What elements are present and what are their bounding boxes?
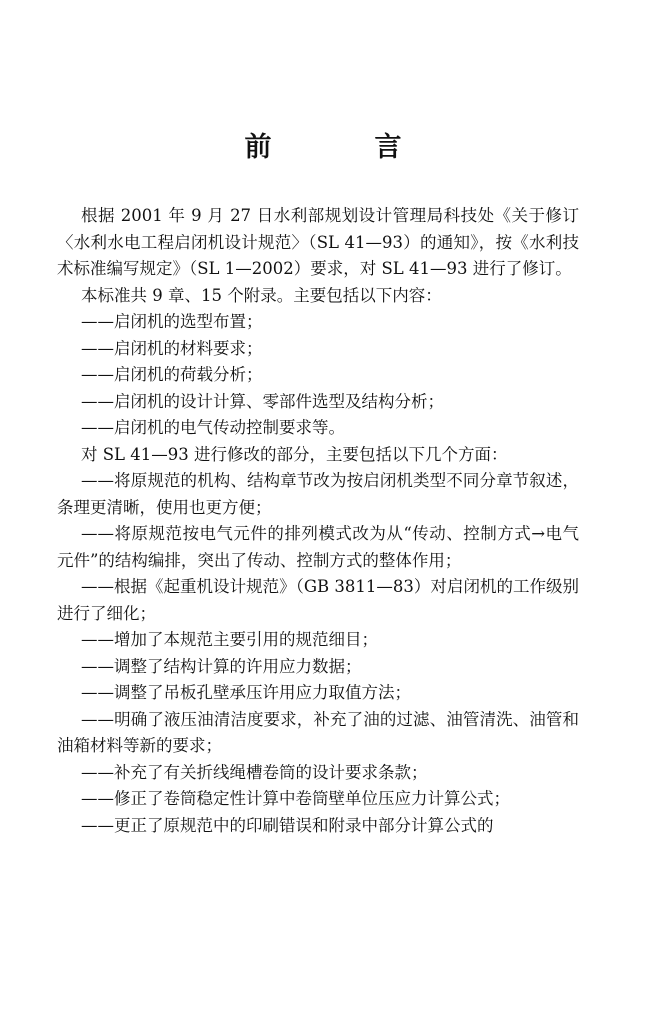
list-item: ——启闭机的电气传动控制要求等。 — [81, 418, 345, 437]
list-item: ——根据《起重机设计规范》（GB 3811—83）对启闭机的工作级别进行了细化； — [57, 577, 579, 623]
list-item: ——补充了有关折线绳槽卷筒的设计要求条款； — [81, 762, 428, 782]
paragraph-intro: 根据 2001 年 9 月 27 日水利部规划设计管理局科技处《关于修订〈水利水电工程启闭机设计规范〉（SL 41—93）的通知》，按《水利技术标准编写规定》（SL 1—2002）要求，对 SL 41—93 进行了修订。 — [57, 206, 579, 278]
list-item: ——调整了结构计算的许用应力数据； — [81, 656, 362, 676]
page-title: 前 言 — [244, 132, 440, 163]
list-item: ——启闭机的设计计算、零部件选型及结构分析； — [81, 391, 444, 411]
list-item: ——启闭机的材料要求； — [81, 338, 263, 358]
list-item: ——修正了卷筒稳定性计算中卷筒壁单位压应力计算公式； — [81, 789, 510, 808]
list-item: ——更正了原规范中的印刷错误和附录中部分计算公式的 — [81, 815, 494, 835]
document-body — [57, 203, 579, 839]
list-item: ——将原规范按电气元件的排列模式改为从“传动、控制方式→电气元件”的结构编排，突出了传动、控制方式的整体作用； — [57, 524, 579, 570]
paragraph-changes: 对 SL 41—93 进行修改的部分，主要包括以下几个方面： — [81, 444, 508, 464]
list-item: ——将原规范的机构、结构章节改为按启闭机类型不同分章节叙述，条理更清晰，使用也更方便； — [57, 471, 579, 517]
list-item: ——增加了本规范主要引用的规范细目； — [81, 630, 378, 649]
list-item: ——调整了吊板孔壁承压许用应力取值方法； — [81, 683, 411, 702]
list-item: ——启闭机的选型布置； — [81, 312, 263, 331]
paragraph-scope: 本标准共 9 章、15 个附录。主要包括以下内容： — [81, 285, 442, 305]
list-item: ——启闭机的荷载分析； — [81, 365, 263, 384]
list-item: ——明确了液压油清洁度要求，补充了油的过滤、油管清洗、油管和油箱材料等新的要求； — [57, 709, 579, 755]
